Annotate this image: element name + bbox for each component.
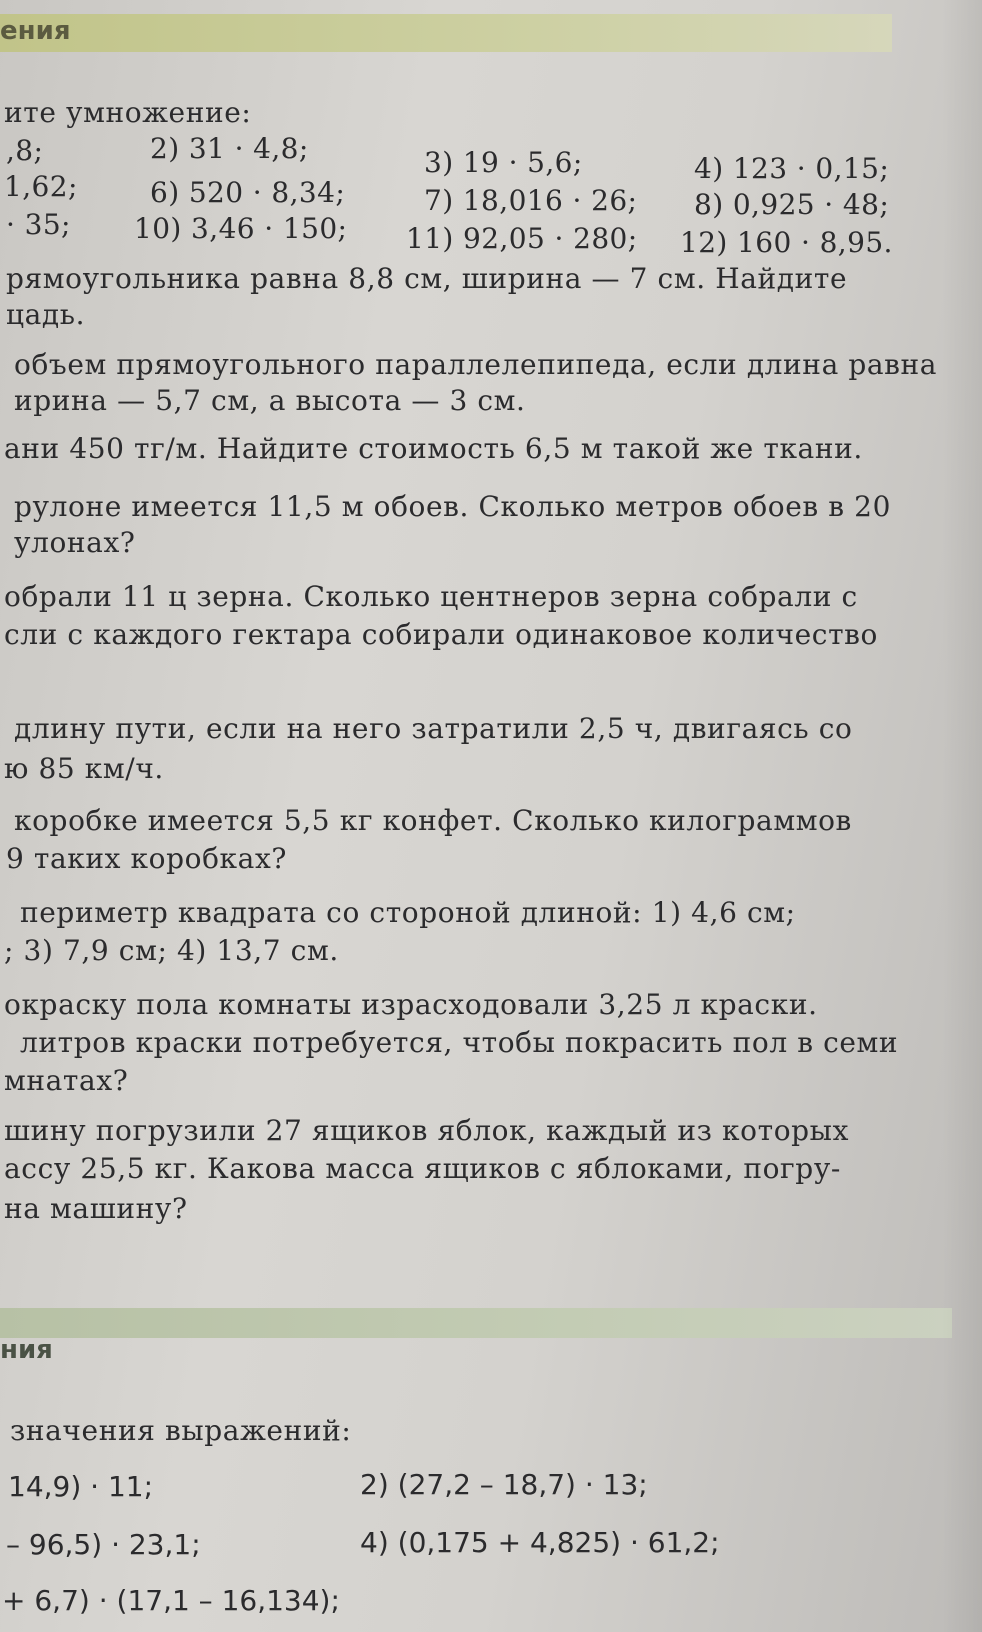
problem-line: цадь. <box>6 298 86 331</box>
grid-cell: ,8; <box>6 134 44 167</box>
section-header-band <box>0 14 892 52</box>
exercise-intro: значения выражений: <box>10 1414 352 1447</box>
problem-line: улонах? <box>14 526 136 559</box>
grid-cell: 11) 92,05 · 280; <box>406 222 638 255</box>
grid-cell: 3) 19 · 5,6; <box>424 146 583 179</box>
problem-line: объем прямоугольного параллелепипеда, если длина равна <box>14 348 938 381</box>
section-heading: ния <box>0 1335 53 1365</box>
section-heading: ения <box>0 16 71 46</box>
grid-cell: 7) 18,016 · 26; <box>424 184 638 217</box>
expression: – 96,5) · 23,1; <box>6 1528 201 1561</box>
problem-line: периметр квадрата со стороной длиной: 1) 4,6 см; <box>20 896 796 929</box>
problem-line: 9 таких коробках? <box>6 842 287 875</box>
grid-cell: 4) 123 · 0,15; <box>694 152 890 185</box>
problem-line: ассу 25,5 кг. Какова масса ящиков с яблоками, погру- <box>4 1152 841 1185</box>
problem-line: длину пути, если на него затратили 2,5 ч, двигаясь со <box>14 712 853 745</box>
grid-cell: 10) 3,46 · 150; <box>134 212 348 245</box>
exercise-intro: ите умножение: <box>4 96 252 129</box>
problem-line: сли с каждого гектара собирали одинаковое количество <box>4 618 879 651</box>
expression: 14,9) · 11; <box>8 1470 154 1503</box>
problem-line: литров краски потребуется, чтобы покрасить пол в семи <box>20 1026 899 1059</box>
expression: 4) (0,175 + 4,825) · 61,2; <box>360 1526 720 1559</box>
grid-cell: 2) 31 · 4,8; <box>150 132 309 165</box>
expression: 2) (27,2 – 18,7) · 13; <box>360 1468 648 1501</box>
problem-line: ; 3) 7,9 см; 4) 13,7 см. <box>4 934 339 967</box>
problem-line: окраску пола комнаты израсходовали 3,25 л краски. <box>4 988 818 1021</box>
expression: + 6,7) · (17,1 – 16,134); <box>2 1584 340 1617</box>
problem-line: рулоне имеется 11,5 м обоев. Сколько метров обоев в 20 <box>14 490 891 523</box>
problem-line: на машину? <box>4 1192 188 1225</box>
section-header-band <box>0 1308 952 1338</box>
problem-line: ирина — 5,7 см, а высота — 3 см. <box>14 384 526 417</box>
grid-cell: · 35; <box>6 208 71 241</box>
problem-line: ю 85 км/ч. <box>4 752 164 785</box>
grid-cell: 12) 160 · 8,95. <box>680 226 893 259</box>
problem-line: мнатах? <box>4 1064 129 1097</box>
problem-line: коробке имеется 5,5 кг конфет. Сколько килограммов <box>14 804 852 837</box>
grid-cell: 1,62; <box>4 170 78 203</box>
problem-line: рямоугольника равна 8,8 см, ширина — 7 см. Найдите <box>6 262 848 295</box>
grid-cell: 6) 520 · 8,34; <box>150 176 346 209</box>
grid-cell: 8) 0,925 · 48; <box>694 188 890 221</box>
page-edge-shadow <box>942 0 982 1632</box>
problem-line: шину погрузили 27 ящиков яблок, каждый из которых <box>4 1114 849 1147</box>
problem-line: обрали 11 ц зерна. Сколько центнеров зерна собрали с <box>4 580 858 613</box>
problem-line: ани 450 тг/м. Найдите стоимость 6,5 м такой же ткани. <box>4 432 863 465</box>
